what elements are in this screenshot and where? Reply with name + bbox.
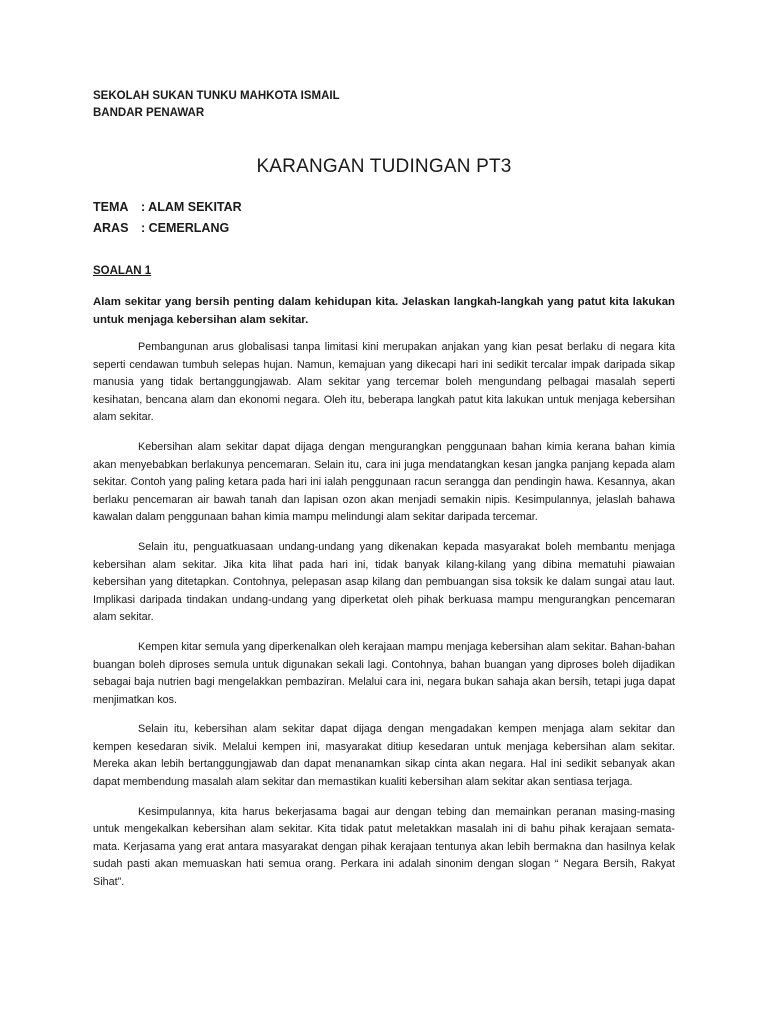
essay-paragraph-intro: Pembangunan arus globalisasi tanpa limitasi kini merupakan anjakan yang kian pesat berlaku di negara kita seperti cendawan tumbuh selepas hujan. Namun, kemajuan yang dikecapi hari ini sedikit tercalar impak daripada sikap manusia yang tidak bertanggungjawab. Alam sekitar yang tercemar boleh mengundang pelbagai masalah seperti kesihatan, bencana alam dan ekonomi negara. Oleh itu, beberapa langkah patut kita lakukan untuk menjaga kebersihan alam sekitar. xyxy=(93,341,675,424)
essay-paragraph: Selain itu, penguatkuasaan undang-undang yang dikenakan kepada masyarakat boleh membantu menjaga kebersihan alam sekitar. Jika kita lihat pada hari ini, tidak banyak kilang-kilang yang dibina mematuhi piawaian kebersihan yang ditetapkan. Contohnya, pelepasan asap kilang dan pembuangan sisa toksik ke dalam sungai atau laut. Implikasi daripada tindakan undang-undang yang diperketat oleh pihak berkuasa mampu mengurangkan pencemaran alam sekitar. xyxy=(93,540,675,624)
question-heading: SOALAN 1 xyxy=(93,265,152,277)
document-title: KARANGAN TUDINGAN PT3 xyxy=(256,156,512,177)
essay-meta xyxy=(93,197,242,239)
essay-paragraph-conclusion: Kesimpulannya, kita harus bekerjasama bagai aur dengan tebing dan memainkan peranan masing-masing untuk mengekalkan kebersihan alam sekitar. Kita tidak patut meletakkan masalah ini di bahu pihak kerajaan semata-mata. Kerjasama yang erat antara masyarakat dengan pihak kerajaan tentunya akan lebih bermakna dan hasilnya kelak sudah pasti akan memuaskan hati semua orang. Perkara ini adalah sinonim dengan slogan “ Negara Bersih, Rakyat Sihat”. xyxy=(93,805,675,889)
school-header xyxy=(93,88,340,122)
essay-body xyxy=(93,339,675,904)
aras-row xyxy=(93,218,242,239)
essay-paragraph: Kempen kitar semula yang diperkenalkan oleh kerajaan mampu menjaga kebersihan alam sekitar. Bahan-bahan buangan boleh diproses semula untuk digunakan sekali lagi. Contohnya, bahan buangan yang diproses boleh dijadikan sebagai baja nutrien bagi mengelakkan pembaziran. Melalui cara ini, negara bukan sahaja akan bersih, tetapi juga dapat menjimatkan kos. xyxy=(93,640,675,706)
school-name: SEKOLAH SUKAN TUNKU MAHKOTA ISMAIL xyxy=(93,90,340,102)
tema-row xyxy=(93,197,242,218)
aras-label: ARAS xyxy=(93,221,129,235)
question-text: Alam sekitar yang bersih penting dalam kehidupan kita. Jelaskan langkah-langkah yang patut kita lakukan untuk menjaga kebersihan alam sekitar. xyxy=(93,296,675,326)
school-location: BANDAR PENAWAR xyxy=(93,107,205,119)
tema-value: : ALAM SEKITAR xyxy=(141,200,242,214)
tema-label: TEMA xyxy=(93,200,129,214)
essay-paragraph: Selain itu, kebersihan alam sekitar dapat dijaga dengan mengadakan kempen menjaga alam sekitar dan kempen kesedaran sivik. Melalui kempen ini, masyarakat ditiup kesedaran untuk menjaga kebersihan alam sekitar. Mereka akan lebih bertanggungjawab dan dapat menanamkan sikap cinta akan negara. Hal ini sedikit sebanyak akan dapat membendung masalah alam sekitar dan memastikan kualiti kebersihan alam sekitar akan sentiasa terjaga. xyxy=(93,723,675,789)
aras-value: : CEMERLANG xyxy=(141,221,230,235)
essay-paragraph: Kebersihan alam sekitar dapat dijaga dengan mengurangkan penggunaan bahan kimia kerana bahan kimia akan menyebabkan berlakunya pencemaran. Selain itu, cara ini juga mendatangkan kesan jangka panjang kepada alam sekitar. Contoh yang paling ketara pada hari ini ialah penggunaan racun serangga dan pendingin hawa. Kesannya, akan berlaku pencemaran air bawah tanah dan lapisan ozon akan menjadi semakin nipis. Kesimpulannya, jelaslah bahawa kawalan dalam penggunaan bahan kimia mampu melindungi alam sekitar daripada tercemar. xyxy=(93,440,675,524)
